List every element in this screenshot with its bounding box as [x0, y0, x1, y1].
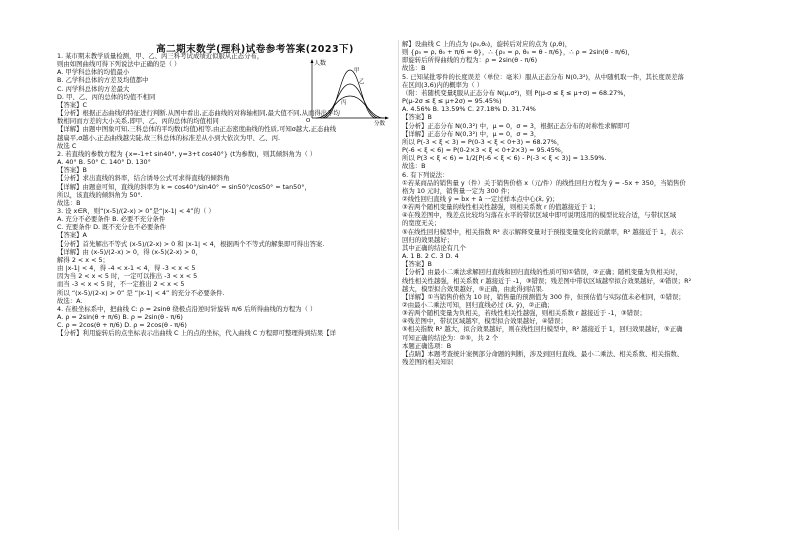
text-line: （附：若随机变量ξ服从正态分布 N(μ,σ²)，则 P(μ-σ ≤ ξ ≤ μ+σ) = 68.27%，	[402, 88, 630, 97]
column-divider	[398, 40, 399, 530]
curve-jia	[324, 70, 376, 118]
text-line: 回归的效果越好；	[402, 235, 454, 244]
text-line: D. 甲、乙、丙的总体的均值不相同	[57, 92, 156, 101]
text-line: 故选：B	[402, 64, 426, 73]
page-title: 高二期末数学(理科)试卷参考答案(2023下)	[156, 44, 354, 55]
text-line: ⑤在线性回归模型中，相关指数 R² 表示解释变量对于预报变量变化的贡献率，R² 越接近于 1，表示	[402, 227, 684, 236]
text-line: ①若某商品的销售量 y（件）关于销售价格 x（元/件）的线性回归方程为 ŷ = -5x + 350，当销售价	[402, 178, 686, 187]
text-line: 【答案】C	[57, 100, 88, 109]
curve-label-yi: 乙	[359, 79, 365, 85]
text-line: 即旋转后所得曲线的方程为：ρ = 2sin(θ - π/6)	[402, 56, 538, 65]
text-line: C. ρ = 2cos(θ + π/6) D. ρ = 2cos(θ - π/6)	[57, 321, 187, 330]
text-line: 故选：B	[57, 198, 81, 207]
text-line: 【分析】利用旋转后的点坐标表示出曲线 C 上的点的坐标，代入曲线 C 方程即可整理得到结果【详	[57, 329, 337, 338]
text-line: ④残差图中，带状区域越窄，模型拟合效果越好，④错误；	[402, 317, 567, 326]
text-line: 【答案】A	[57, 231, 87, 240]
text-line: C. 充要条件 D. 既不充分也不必要条件	[57, 223, 167, 232]
text-line: 线性相关性越强，相关系数 r 越接近于 -1，③错误；残差图中带状区域越窄拟合效果越好，④错误；R²	[402, 276, 692, 285]
right-column	[402, 40, 742, 366]
text-line: 本题正确选项：B	[402, 341, 452, 350]
text-line: 1. 某市期末教学质量检测，甲、乙、丙三科考试成绩近似服从正态分布，	[57, 52, 264, 60]
text-line: 2. 若直线的参数方程为 {x=-1+t sin40°, y=3+t cos40°} (t为参数)，则其倾斜角为（ ）	[57, 149, 317, 158]
text-line: A. 4.56% B. 13.59% C. 27.18% D. 31.74%	[402, 105, 536, 114]
text-line: C. 丙学科总体的方差最大	[57, 84, 130, 93]
text-line: 越扁平,σ越小,正态曲线越尖陡,故三科总体的标准差从小到大依次为甲、乙、丙.	[57, 133, 281, 142]
normal-distribution-figure	[304, 58, 390, 127]
origin-label: O	[306, 118, 311, 124]
text-line: ④在残差图中，残差点比较均匀落在水平的带状区域中即可说明选用的模型比较合适，与带状区域	[402, 211, 677, 220]
text-line: 【详解】正态分布 N(0,3²) 中，μ = 0，σ = 3，	[402, 129, 541, 138]
text-line: 在区间(3,6)内的概率为（ ）	[402, 80, 484, 89]
text-line: 【答案】B	[402, 113, 432, 122]
text-line: ②线性回归直线 ŷ = b̂x + â 一定过样本点中心(x̄, ȳ)；	[402, 194, 559, 203]
text-line: A. 1 B. 2 C. 3 D. 4	[402, 252, 459, 261]
text-line: 所以 “(x-5)/(2-x) > 0” 是 “|x-1| < 4” 的充分不必要条件.	[57, 288, 225, 297]
text-line: 残差图的相关知识	[402, 358, 454, 367]
text-line: A. 充分不必要条件 B. 必要不充分条件	[57, 215, 166, 224]
curve-yi	[321, 84, 379, 118]
text-line: 解】设曲线 C 上的点为 (ρ₀,θ₀)，旋转后对应的点为 (ρ,θ)，	[402, 40, 572, 48]
text-line: 数相同而方差的大小关系,即甲、乙、丙的总体的均值相同	[57, 117, 219, 126]
text-line: ③若两个随机变量的线性相关性越强，则相关系数 r 的值越接近于 1；	[402, 203, 600, 212]
curve-label-jia: 甲	[354, 68, 360, 74]
text-line: 所以，该直线的倾斜角为 50°.	[57, 190, 143, 199]
text-line: 【分析】由最小二乘法求解回归直线和回归直线的性质可知①错误，②正确；随机变量为负相关时，	[402, 268, 682, 277]
text-line: 故选：A.	[57, 296, 83, 305]
text-line: 所以 P(-3 < ξ < 3) = P(0-3 < ξ < 0+3) = 68.27%，	[402, 137, 564, 146]
text-line: 【分析】正态分布 N(0,3²) 中，μ = 0，σ = 3，根据正态分布的对称性求解即可	[402, 121, 630, 130]
text-line: 【答案】B	[402, 260, 432, 269]
text-line: ②由最小二乘法可知，回归直线必过 (x̄, ȳ)，②正确；	[402, 301, 554, 309]
text-line: A. 40° B. 50° C. 140° D. 130°	[57, 158, 151, 167]
text-line: 【详解】由 (x-5)/(2-x) > 0，得 (x-5)(2-x) > 0，	[57, 247, 202, 256]
text-line: 则由如图曲线可得下列说法中正确的是（ ）	[57, 60, 181, 69]
text-line: P(-6 < ξ < 6) = P(0-2×3 < ξ < 0+2×3) = 95.45%，	[402, 146, 568, 155]
text-line: 故选：B	[402, 162, 426, 171]
text-line: 【分析】根据正态曲线的特征进行判断.从图中看出,正态曲线的对称轴相同,最大值不同,从而得出平均	[57, 109, 340, 118]
text-line: 5. 已知某批零件的长度误差（单位：毫米）服从正态分布 N(0,3²)，从中随机取一件，其长度误差落	[402, 72, 684, 81]
text-line: 其中正确的结论有几个	[402, 243, 466, 252]
text-line: 则 {ρ₀ = ρ, θ₀ + π/6 = θ}，∴ {ρ₀ = ρ, θ₀ = θ - π/6}，∴ ρ = 2sin(θ - π/6)，	[402, 48, 634, 57]
text-line: 格为 10 元时，销售量一定为 300 件；	[402, 186, 514, 195]
text-line: 因为当 2 < x < 5 时，一定可以推出 -3 < x < 5	[57, 272, 198, 281]
text-line: ⑤相关指数 R² 越大，拟合效果越好，则在线性回归模型中，R² 越接近于 1，回归效果越好，⑤正确	[402, 325, 683, 334]
text-line: ③若两个随机变量为负相关，若线性相关性越强，则相关系数 r 越接近于 -1，③错误；	[402, 309, 646, 318]
text-line: 解得 2 < x < 5；	[57, 255, 109, 264]
text-line: 所以 P(3 < ξ < 6) = 1/2[P(-6 < ξ < 6) - P(-3 < ξ < 3)] = 13.59%.	[402, 154, 607, 163]
text-line: 的宽度无关；	[402, 219, 441, 228]
y-axis-label: 人数	[314, 60, 327, 67]
text-line: 【详解】①当销售价格为 10 时，销售量的预测值为 300 件，但预估值与实际值未必相同，①错误；	[402, 292, 685, 301]
right-text	[402, 40, 742, 366]
text-line: 可知正确的结论为：②⑤，共 2 个	[402, 333, 499, 342]
curve-bing	[316, 96, 384, 118]
text-line: 【点睛】本题考查统计案例部分命题的判断，涉及到回归直线、最小二乘法、相关系数、相关指数、	[402, 349, 684, 358]
text-line: P(μ-2σ ≤ ξ ≤ μ+2σ) = 95.45%)	[402, 97, 502, 106]
text-line: 越大，模型拟合效果越好，⑤正确，由此得到结果.	[402, 284, 544, 293]
text-line: A. 甲学科总体的均值最小	[57, 68, 130, 77]
text-line: 6. 有下列说法：	[402, 170, 449, 179]
text-line: 【答案】B	[57, 166, 87, 175]
text-line: 而当 -3 < x < 5 时，不一定推出 2 < x < 5	[57, 280, 185, 289]
text-line: 【分析】首先解出不等式 (x-5)/(2-x) > 0 和 |x-1| < 4，根据两个不等式的解集即可得出答案.	[57, 239, 325, 248]
text-line: 3. 设 x∈R，则“(x-5)/(2-x) > 0”是“|x-1| < 4”的（ ）	[57, 206, 215, 215]
curve-label-bing: 丙	[341, 100, 347, 106]
text-line: 由 |x-1| < 4，得 -4 < x-1 < 4，得 -3 < x < 5	[57, 264, 196, 273]
text-line: 4. 在极坐标系中，把曲线 C: ρ = 2sinθ 绕极点沿逆时针旋转 π/6 后所得曲线的方程为（ ）	[57, 304, 317, 313]
text-line: A. ρ = 2sin(θ + π/6) B. ρ = 2sin(θ - π/6)	[57, 313, 183, 321]
x-axis-label: 分数	[374, 121, 386, 127]
text-line: 【详解】由题意可知，直线的斜率为 k = cos40°/sin40° = sin50°/cos50° = tan50°，	[57, 182, 311, 191]
text-line: 【分析】求出直线的斜率，结合诱导公式可求得直线的倾斜角	[57, 174, 230, 183]
x-axis-arrow	[385, 117, 389, 120]
text-line: 故选 C	[57, 141, 77, 150]
text-line: 【详解】由题中图象可知,三科总体的平均数(均值)相等,由正态密度曲线的性质,可知σ越大,正态曲线	[57, 125, 337, 134]
text-line: B. 乙学科总体的方差及均值都中	[57, 76, 149, 85]
